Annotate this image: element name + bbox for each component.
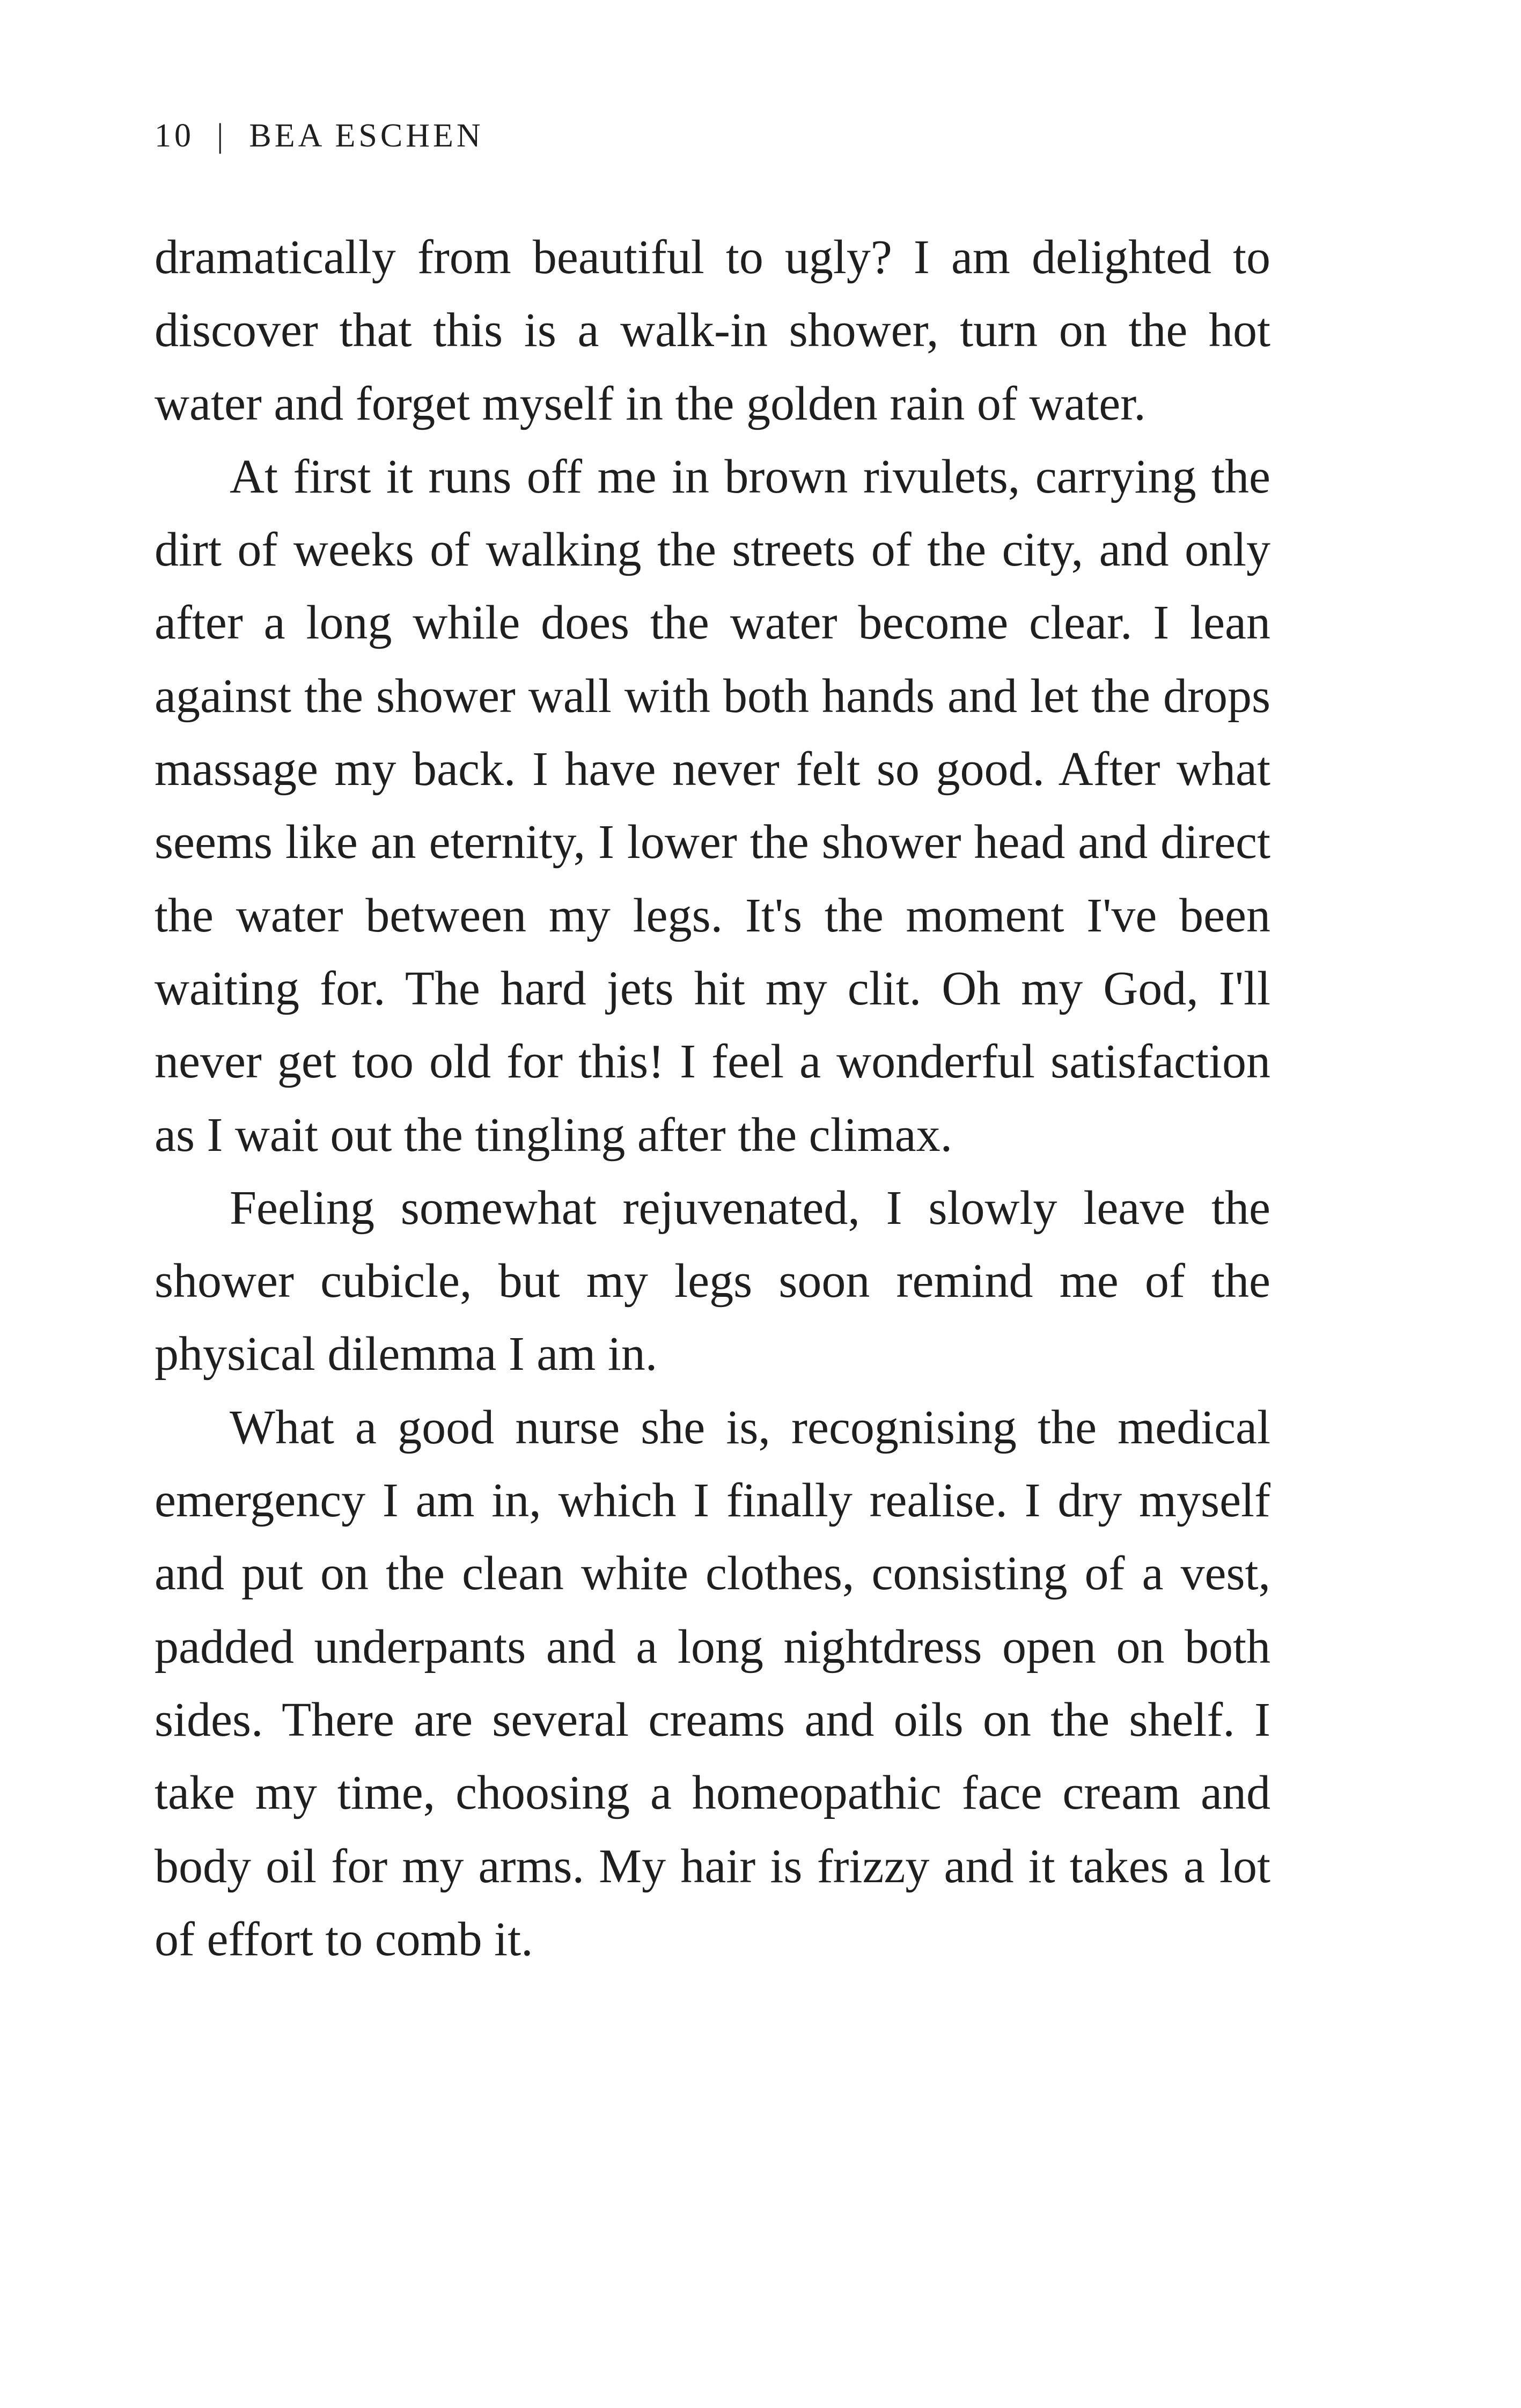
paragraph: What a good nurse she is, recognising the medical emergency I am in, which I finally realise. I dry myself and put on the clean white clothes, consisting of a vest, padded underpants and a long nightdress open on both sides. There are several creams and oils on the shelf. I take my time, choosing a homeopathic face cream and body oil for my arms. My hair is frizzy and it takes a lot of effort to comb it. <box>155 1400 1270 1966</box>
running-header <box>155 119 484 152</box>
paragraph: Feeling somewhat rejuvenated, I slowly leave the shower cubicle, but my legs soon remind me of the physical dilemma I am in. <box>155 1181 1270 1381</box>
header-separator: | <box>217 118 227 154</box>
body-text <box>155 221 1270 1976</box>
paragraph: At first it runs off me in brown rivulets, carrying the dirt of weeks of walking the streets of the city, and only after a long while does the water become clear. I lean against the shower wall with both hands and let the drops massage my back. I have never felt so good. After what seems like an eternity, I lower the shower head and direct the water between my legs. It's the moment I've been waiting for. The hard jets hit my clit. Oh my God, I'll never get too old for this! I feel a wonderful satisfaction as I wait out the tingling after the climax. <box>155 450 1270 1162</box>
author-name: BEA ESCHEN <box>249 118 484 154</box>
paragraph-continued: dramatically from beautiful to ugly? I am delighted to discover that this is a walk-in shower, turn on the hot water and forget myself in the golden rain of water. <box>155 231 1270 430</box>
page-number: 10 <box>155 118 194 154</box>
